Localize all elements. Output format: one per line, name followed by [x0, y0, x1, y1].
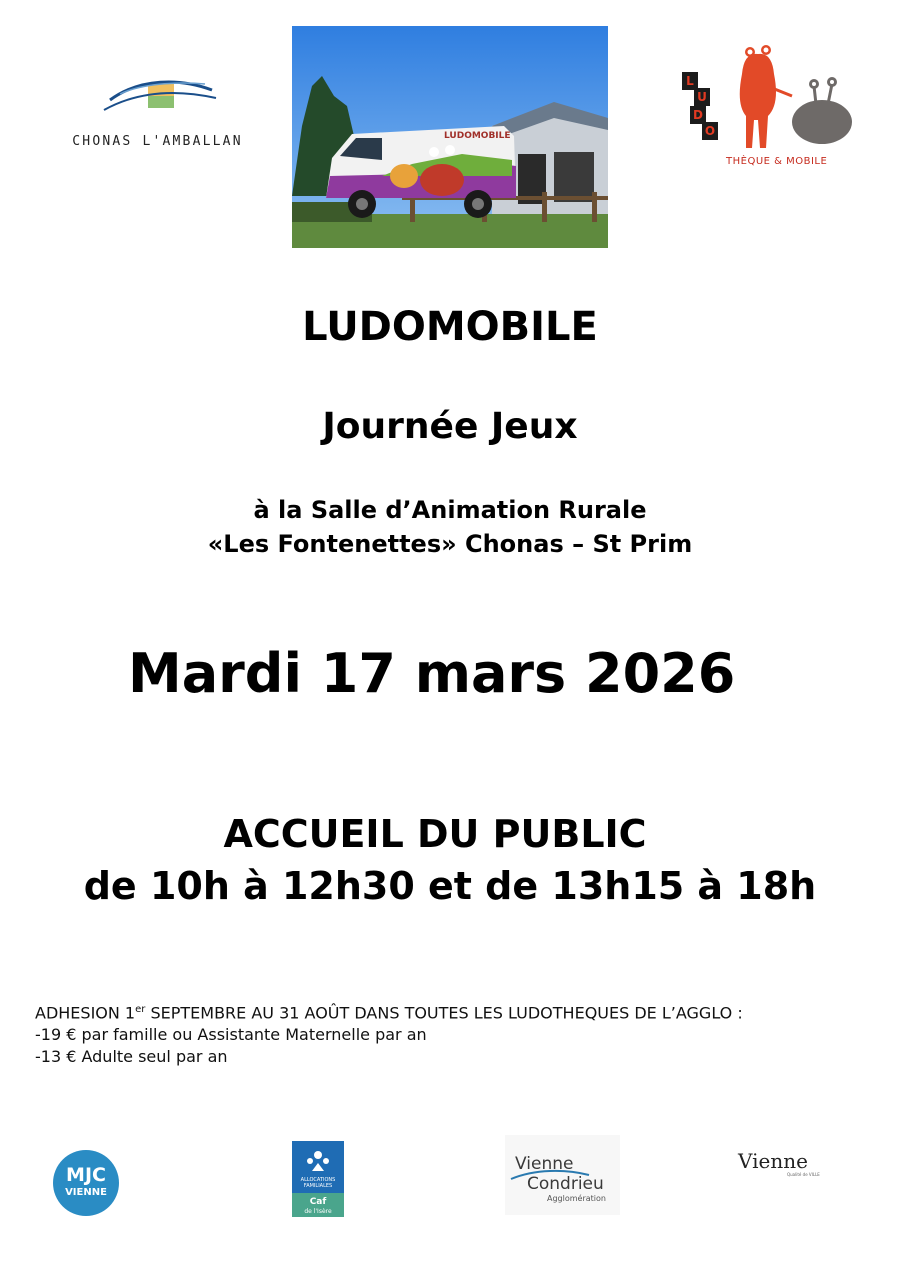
adhesion-line-2: -19 € par famille ou Assistante Maternelle par an — [35, 1025, 427, 1045]
ludo-letter-l: L — [682, 72, 698, 90]
ludo-letter-o: O — [702, 122, 718, 140]
adhesion-line-3: -13 € Adulte seul par an — [35, 1047, 228, 1067]
mjc-vienne-logo — [52, 1149, 120, 1217]
event-date: Mardi 17 mars 2026 — [128, 642, 736, 705]
mjc-text: MJC — [66, 1164, 106, 1186]
venue-line-2: «Les Fontenettes» Chonas – St Prim — [207, 530, 693, 558]
ludotheque-logo — [672, 44, 862, 174]
caf-line-2: FAMILIALES — [303, 1183, 333, 1189]
vienne-condrieu-logo-icon — [505, 1135, 620, 1215]
ludomobile-photo — [292, 26, 608, 248]
vienne-text: Vienne — [738, 1149, 808, 1173]
caf-line-1: ALLOCATIONS — [300, 1177, 336, 1183]
adhesion-line-1 — [35, 999, 743, 1024]
vienne-ville-logo-icon — [735, 1148, 825, 1178]
chonas-logo — [40, 72, 275, 162]
vienne-condrieu-logo — [505, 1135, 620, 1215]
chonas-logo-text: CHONAS L'AMBALLAN — [72, 134, 243, 149]
ludo-logo-tagline: THÈQUE & MOBILE — [726, 156, 828, 167]
vca-line-1: Vienne — [515, 1154, 574, 1174]
event-subtitle: Journée Jeux — [322, 406, 578, 447]
opening-hours: de 10h à 12h30 et de 13h15 à 18h — [83, 864, 817, 908]
adhesion-line-1-pre: ADHESION 1 — [35, 1003, 136, 1023]
van-label: LUDOMOBILE — [444, 131, 511, 141]
venue-line-1: à la Salle d’Animation Rurale — [253, 496, 647, 524]
mjc-logo-icon — [52, 1149, 120, 1217]
caf-line-4: de l'Isère — [304, 1208, 332, 1215]
ludo-letter-d: D — [690, 106, 706, 124]
vienne-sub-text: Qualité de VILLE — [787, 1172, 820, 1177]
adhesion-info — [35, 999, 743, 1068]
chonas-emblem-icon — [100, 72, 220, 122]
caf-line-3: Caf — [309, 1197, 327, 1207]
mjc-vienne-text: VIENNE — [65, 1187, 107, 1198]
caf-isere-logo — [292, 1141, 344, 1217]
page-title: LUDOMOBILE — [302, 304, 598, 350]
adhesion-line-1-post: SEPTEMBRE AU 31 AOÛT DANS TOUTES LES LUDOTHEQUES DE L’AGGLO : — [145, 1003, 743, 1023]
adhesion-line-1-sup: er — [135, 1004, 146, 1015]
monster-mascots-icon — [722, 44, 862, 154]
vca-line-2: Condrieu — [527, 1174, 604, 1194]
ludo-letter-u: U — [694, 88, 710, 106]
vienne-ville-logo — [735, 1148, 825, 1178]
accueil-heading: ACCUEIL DU PUBLIC — [223, 812, 647, 856]
vca-line-3: Agglomération — [547, 1194, 606, 1203]
caf-logo-icon — [292, 1141, 344, 1217]
van-photo-illustration — [292, 26, 608, 248]
